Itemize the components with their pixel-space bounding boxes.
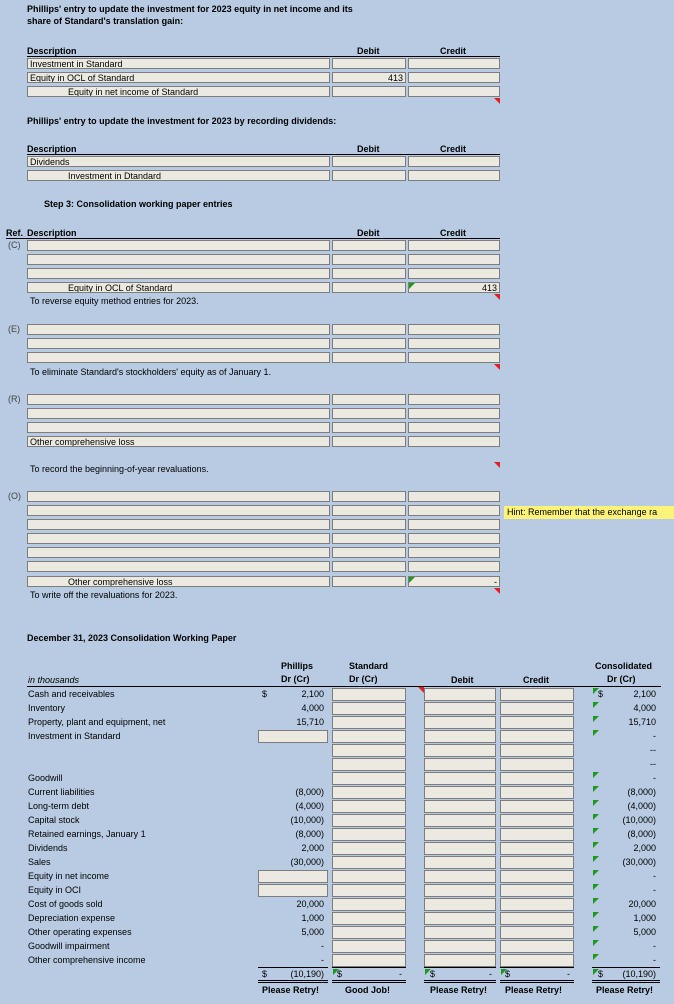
correct-marker-icon bbox=[409, 283, 415, 289]
wp-standard-input[interactable] bbox=[332, 800, 406, 813]
s3-head-credit: Credit bbox=[440, 228, 467, 238]
wp-credit-input[interactable] bbox=[500, 814, 574, 827]
e-cell-0-credit[interactable] bbox=[408, 324, 500, 335]
r-cell-2-credit[interactable] bbox=[408, 422, 500, 433]
s2-head-description: Description bbox=[27, 144, 77, 154]
o-cell-3-desc[interactable] bbox=[27, 533, 330, 544]
feedback-consol: Please Retry! bbox=[596, 985, 654, 995]
step3-title: Step 3: Consolidation working paper entries bbox=[44, 199, 233, 209]
wp-credit-input[interactable] bbox=[500, 870, 574, 883]
wp-standard-input[interactable] bbox=[332, 912, 406, 925]
wp-standard-input[interactable] bbox=[332, 828, 406, 841]
wp-debit-input[interactable] bbox=[424, 744, 496, 757]
wp-row-label: Goodwill bbox=[28, 773, 63, 783]
wp-consolidated-cell: -- bbox=[650, 759, 656, 769]
error-marker-icon bbox=[494, 98, 500, 104]
e-cell-2-desc[interactable] bbox=[27, 352, 330, 363]
o-cell-5-debit[interactable] bbox=[332, 561, 406, 572]
wp-credit-input[interactable] bbox=[500, 926, 574, 939]
r-cell-2-desc[interactable] bbox=[27, 422, 330, 433]
wp-debit-input[interactable] bbox=[424, 856, 496, 869]
wp-row-label: Goodwill impairment bbox=[28, 941, 110, 951]
o-cell-0-credit[interactable] bbox=[408, 491, 500, 502]
wp-debit-input[interactable] bbox=[424, 940, 496, 953]
wp-phillips-cell: 5,000 bbox=[301, 927, 324, 937]
wp-standard-input[interactable] bbox=[332, 954, 406, 967]
wp-phillips-cell[interactable] bbox=[258, 730, 328, 743]
wp-phillips-cell: (8,000) bbox=[295, 787, 324, 797]
c-cell-0-debit[interactable] bbox=[332, 240, 406, 251]
wp-row-label: Equity in net income bbox=[28, 871, 110, 881]
wp-total-consol: (10,190) bbox=[622, 969, 656, 979]
exchange-rate-hint: Hint: Remember that the exchange ra bbox=[504, 506, 674, 519]
wp-credit-input[interactable] bbox=[500, 954, 574, 967]
wp-row-label: Dividends bbox=[28, 843, 68, 853]
c-cell-2-credit[interactable] bbox=[408, 268, 500, 279]
wp-credit-input[interactable] bbox=[500, 800, 574, 813]
wp-consolidated-cell: - bbox=[653, 941, 656, 951]
feedback-standard: Good Job! bbox=[345, 985, 390, 995]
c-debit-line[interactable] bbox=[332, 282, 406, 293]
o-cell-3-credit[interactable] bbox=[408, 533, 500, 544]
wp-credit-input[interactable] bbox=[500, 856, 574, 869]
wp-consolidated-cell: (30,000) bbox=[622, 857, 656, 867]
ref-r: (R) bbox=[8, 394, 21, 404]
feedback-debit: Please Retry! bbox=[430, 985, 488, 995]
wp-standard-input[interactable] bbox=[332, 744, 406, 757]
correct-marker-icon bbox=[593, 730, 599, 736]
wp-row-label: Other comprehensive income bbox=[28, 955, 146, 965]
wp-standard-input[interactable] bbox=[332, 758, 406, 771]
e-cell-0-desc[interactable] bbox=[27, 324, 330, 335]
wp-consolidated-cell: - bbox=[653, 731, 656, 741]
wp-row-label: Capital stock bbox=[28, 815, 80, 825]
correct-marker-icon bbox=[409, 577, 415, 583]
wp-credit-input[interactable] bbox=[500, 702, 574, 715]
wp-col-phillips-1: Phillips bbox=[281, 661, 314, 671]
feedback-credit: Please Retry! bbox=[505, 985, 563, 995]
r-cell-2-debit[interactable] bbox=[332, 422, 406, 433]
wp-credit-input[interactable] bbox=[500, 842, 574, 855]
c-cell-1-debit[interactable] bbox=[332, 254, 406, 265]
wp-consolidated-cell: - bbox=[653, 955, 656, 965]
wp-credit-input[interactable] bbox=[500, 884, 574, 897]
wp-dollar-phillips: $ bbox=[262, 689, 268, 699]
s2-desc-0[interactable]: Dividends bbox=[27, 156, 330, 167]
wp-credit-input[interactable] bbox=[500, 786, 574, 799]
wp-consolidated-cell: - bbox=[653, 871, 656, 881]
wp-phillips-cell: (30,000) bbox=[290, 857, 324, 867]
s1-credit-1[interactable] bbox=[408, 72, 500, 83]
correct-marker-icon bbox=[593, 954, 599, 960]
wp-phillips-cell: 15,710 bbox=[296, 717, 324, 727]
wp-consolidated-cell: 1,000 bbox=[633, 913, 656, 923]
wp-debit-input[interactable] bbox=[424, 884, 496, 897]
wp-debit-input[interactable] bbox=[424, 730, 496, 743]
s1-desc-0[interactable]: Investment in Standard bbox=[27, 58, 330, 69]
wp-row-label: Property, plant and equipment, net bbox=[28, 717, 166, 727]
wp-consolidated-cell: 20,000 bbox=[628, 899, 656, 909]
wp-total-dollar-consol: $ bbox=[598, 969, 604, 979]
wp-credit-input[interactable] bbox=[500, 898, 574, 911]
correct-marker-icon bbox=[593, 842, 599, 848]
correct-marker-icon bbox=[593, 940, 599, 946]
wp-consolidated-cell: (8,000) bbox=[627, 787, 656, 797]
wp-debit-input[interactable] bbox=[424, 954, 496, 967]
o-cell-2-desc[interactable] bbox=[27, 519, 330, 530]
wp-total-dollar-credit: $ bbox=[505, 969, 511, 979]
correct-marker-icon bbox=[593, 912, 599, 918]
correct-marker-icon bbox=[593, 969, 599, 975]
correct-marker-icon bbox=[593, 828, 599, 834]
wp-row-label: Cash and receivables bbox=[28, 689, 115, 699]
wp-phillips-cell: 20,000 bbox=[296, 899, 324, 909]
section1-title-line2: share of Standard's translation gain: bbox=[27, 16, 184, 26]
correct-marker-icon bbox=[593, 870, 599, 876]
wp-consolidated-cell: - bbox=[653, 773, 656, 783]
o-cell-1-credit[interactable] bbox=[408, 505, 500, 516]
o-cell-5-credit[interactable] bbox=[408, 561, 500, 572]
wp-standard-input[interactable] bbox=[332, 730, 406, 743]
o-debit-line[interactable] bbox=[332, 576, 406, 587]
wp-phillips-cell: 2,000 bbox=[301, 843, 324, 853]
wp-col-standard-1: Standard bbox=[349, 661, 389, 671]
wp-consolidated-cell: - bbox=[653, 885, 656, 895]
wp-row-label: Inventory bbox=[28, 703, 66, 713]
wp-phillips-cell: - bbox=[321, 941, 324, 951]
wp-consolidated-cell: 4,000 bbox=[633, 703, 656, 713]
o-cell-5-desc[interactable] bbox=[27, 561, 330, 572]
r-cell-1-desc[interactable] bbox=[27, 408, 330, 419]
wp-debit-input[interactable] bbox=[424, 772, 496, 785]
wp-debit-input[interactable] bbox=[424, 702, 496, 715]
correct-marker-icon bbox=[333, 969, 339, 975]
ref-c: (C) bbox=[8, 240, 21, 250]
wp-col-credit: Credit bbox=[523, 675, 550, 685]
wp-debit-input[interactable] bbox=[424, 842, 496, 855]
wp-total-phillips: (10,190) bbox=[290, 969, 324, 979]
wp-row-label: Long-term debt bbox=[28, 801, 90, 811]
e-cell-2-debit[interactable] bbox=[332, 352, 406, 363]
correct-marker-icon bbox=[593, 800, 599, 806]
r-cell-0-credit[interactable] bbox=[408, 394, 500, 405]
s1-debit-2[interactable] bbox=[332, 86, 406, 97]
wp-phillips-cell: (8,000) bbox=[295, 829, 324, 839]
wp-debit-input[interactable] bbox=[424, 926, 496, 939]
e-cell-0-debit[interactable] bbox=[332, 324, 406, 335]
wp-consolidated-cell: 2,000 bbox=[633, 843, 656, 853]
wp-consolidated-cell: -- bbox=[650, 745, 656, 755]
wp-credit-input[interactable] bbox=[500, 828, 574, 841]
correct-marker-icon bbox=[593, 688, 599, 694]
s3-head-ref: Ref. bbox=[6, 228, 24, 238]
wp-standard-input[interactable] bbox=[332, 688, 406, 701]
r-cell-0-desc[interactable] bbox=[27, 394, 330, 405]
wp-total-dollar-phillips: $ bbox=[262, 969, 268, 979]
wp-debit-input[interactable] bbox=[424, 758, 496, 771]
wp-col-consol-1: Consolidated bbox=[595, 661, 653, 671]
e-cell-1-credit[interactable] bbox=[408, 338, 500, 349]
wp-debit-input[interactable] bbox=[424, 716, 496, 729]
s1-head-description: Description bbox=[27, 46, 77, 56]
wp-phillips-cell: 2,100 bbox=[301, 689, 324, 699]
wp-standard-input[interactable] bbox=[332, 772, 406, 785]
wp-total-dollar-standard: $ bbox=[337, 969, 343, 979]
wp-phillips-cell: (4,000) bbox=[295, 801, 324, 811]
s2-debit-0[interactable] bbox=[332, 156, 406, 167]
wp-credit-input[interactable] bbox=[500, 772, 574, 785]
wp-standard-input[interactable] bbox=[332, 786, 406, 799]
wp-debit-input[interactable] bbox=[424, 786, 496, 799]
wp-col-standard-2: Dr (Cr) bbox=[349, 674, 378, 684]
wp-standard-input[interactable] bbox=[332, 926, 406, 939]
correct-marker-icon bbox=[593, 814, 599, 820]
wp-credit-input[interactable] bbox=[500, 688, 574, 701]
s2-credit-1[interactable] bbox=[408, 170, 500, 181]
wp-total-standard: - bbox=[399, 969, 402, 979]
s1-head-credit: Credit bbox=[440, 46, 467, 56]
wp-phillips-cell[interactable] bbox=[258, 870, 328, 883]
wp-row-label: Other operating expenses bbox=[28, 927, 132, 937]
c-cell-1-desc[interactable] bbox=[27, 254, 330, 265]
wp-row-label: Cost of goods sold bbox=[28, 899, 103, 909]
wp-standard-input[interactable] bbox=[332, 898, 406, 911]
o-note: To write off the revaluations for 2023. bbox=[30, 590, 178, 600]
correct-marker-icon bbox=[593, 702, 599, 708]
error-marker-icon bbox=[494, 364, 500, 370]
o-cell-1-desc[interactable] bbox=[27, 505, 330, 516]
correct-marker-icon bbox=[593, 884, 599, 890]
wp-credit-input[interactable] bbox=[500, 730, 574, 743]
section1-title-line1: Phillips' entry to update the investment for 2023 equity in net income and its bbox=[27, 4, 353, 14]
wp-standard-input[interactable] bbox=[332, 870, 406, 883]
s1-debit-1[interactable]: 413 bbox=[332, 72, 406, 83]
r-debit-line[interactable] bbox=[332, 436, 406, 447]
wp-standard-input[interactable] bbox=[332, 940, 406, 953]
c-cell-0-credit[interactable] bbox=[408, 240, 500, 251]
o-desc-line[interactable]: Other comprehensive loss bbox=[27, 576, 330, 587]
wp-phillips-cell: (10,000) bbox=[290, 815, 324, 825]
correct-marker-icon bbox=[425, 969, 431, 975]
correct-marker-icon bbox=[501, 969, 507, 975]
wp-row-label: Equity in OCI bbox=[28, 885, 82, 895]
r-cell-0-debit[interactable] bbox=[332, 394, 406, 405]
correct-marker-icon bbox=[593, 898, 599, 904]
wp-dollar-consol: $ bbox=[598, 689, 604, 699]
feedback-phillips: Please Retry! bbox=[262, 985, 320, 995]
wp-consolidated-cell: (8,000) bbox=[627, 829, 656, 839]
wp-phillips-cell: - bbox=[321, 955, 324, 965]
correct-marker-icon bbox=[593, 786, 599, 792]
wp-consolidated-cell: (4,000) bbox=[627, 801, 656, 811]
wp-standard-input[interactable] bbox=[332, 814, 406, 827]
wp-consolidated-cell: 2,100 bbox=[633, 689, 656, 699]
s3-head-debit: Debit bbox=[357, 228, 380, 238]
wp-phillips-cell[interactable] bbox=[258, 884, 328, 897]
o-cell-1-debit[interactable] bbox=[332, 505, 406, 516]
o-cell-4-credit[interactable] bbox=[408, 547, 500, 558]
wp-row-label: Sales bbox=[28, 857, 51, 867]
wp-debit-input[interactable] bbox=[424, 688, 496, 701]
wp-debit-input[interactable] bbox=[424, 898, 496, 911]
wp-debit-input[interactable] bbox=[424, 800, 496, 813]
r-note: To record the beginning-of-year revaluations. bbox=[30, 464, 209, 474]
wp-col-phillips-2: Dr (Cr) bbox=[281, 674, 310, 684]
e-cell-1-desc[interactable] bbox=[27, 338, 330, 349]
working-paper-title: December 31, 2023 Consolidation Working Paper bbox=[27, 633, 237, 643]
e-note: To eliminate Standard's stockholders' equity as of January 1. bbox=[30, 367, 272, 377]
o-cell-0-debit[interactable] bbox=[332, 491, 406, 502]
o-cell-2-debit[interactable] bbox=[332, 519, 406, 530]
wp-debit-input[interactable] bbox=[424, 870, 496, 883]
wp-total-debit: - bbox=[489, 969, 492, 979]
c-cell-0-desc[interactable] bbox=[27, 240, 330, 251]
wp-credit-input[interactable] bbox=[500, 716, 574, 729]
wp-standard-input[interactable] bbox=[332, 884, 406, 897]
wp-debit-input[interactable] bbox=[424, 814, 496, 827]
wp-standard-input[interactable] bbox=[332, 702, 406, 715]
c-cell-2-debit[interactable] bbox=[332, 268, 406, 279]
section2-title: Phillips' entry to update the investment for 2023 by recording dividends: bbox=[27, 116, 337, 126]
ref-e: (E) bbox=[8, 324, 20, 334]
s1-credit-2[interactable] bbox=[408, 86, 500, 97]
error-marker-icon bbox=[494, 588, 500, 594]
s1-debit-0[interactable] bbox=[332, 58, 406, 69]
o-cell-4-debit[interactable] bbox=[332, 547, 406, 558]
wp-standard-input[interactable] bbox=[332, 856, 406, 869]
s1-head-debit: Debit bbox=[357, 46, 380, 56]
o-cell-4-desc[interactable] bbox=[27, 547, 330, 558]
wp-credit-input[interactable] bbox=[500, 758, 574, 771]
wp-col-label: in thousands bbox=[28, 675, 80, 685]
s1-credit-0[interactable] bbox=[408, 58, 500, 69]
s3-head-description: Description bbox=[27, 228, 77, 238]
wp-col-debit: Debit bbox=[451, 675, 474, 685]
c-desc-line[interactable]: Equity in OCL of Standard bbox=[27, 282, 330, 293]
correct-marker-icon bbox=[593, 772, 599, 778]
wp-consolidated-cell: (10,000) bbox=[622, 815, 656, 825]
s2-desc-1[interactable]: Investment in Dtandard bbox=[27, 170, 330, 181]
wp-phillips-cell: 4,000 bbox=[301, 703, 324, 713]
wp-credit-input[interactable] bbox=[500, 940, 574, 953]
wp-credit-input[interactable] bbox=[500, 744, 574, 757]
correct-marker-icon bbox=[593, 856, 599, 862]
wp-phillips-cell: 1,000 bbox=[301, 913, 324, 923]
wp-row-label: Retained earnings, January 1 bbox=[28, 829, 146, 839]
o-cell-3-debit[interactable] bbox=[332, 533, 406, 544]
r-cell-1-debit[interactable] bbox=[332, 408, 406, 419]
e-cell-1-debit[interactable] bbox=[332, 338, 406, 349]
wp-consolidated-cell: 15,710 bbox=[628, 717, 656, 727]
wp-row-label: Current liabilities bbox=[28, 787, 95, 797]
r-cell-1-credit[interactable] bbox=[408, 408, 500, 419]
wp-debit-input[interactable] bbox=[424, 828, 496, 841]
c-note: To reverse equity method entries for 2023. bbox=[30, 296, 199, 306]
wp-total-credit: - bbox=[567, 969, 570, 979]
ref-o: (O) bbox=[8, 491, 21, 501]
o-cell-2-credit[interactable] bbox=[408, 519, 500, 530]
wp-total-dollar-debit: $ bbox=[430, 969, 436, 979]
wp-row-label: Investment in Standard bbox=[28, 731, 121, 741]
o-credit-line[interactable]: - bbox=[408, 576, 500, 587]
o-cell-0-desc[interactable] bbox=[27, 491, 330, 502]
wp-consolidated-cell: 5,000 bbox=[633, 927, 656, 937]
correct-marker-icon bbox=[593, 716, 599, 722]
c-credit-line[interactable]: 413 bbox=[408, 282, 500, 293]
s2-credit-0[interactable] bbox=[408, 156, 500, 167]
s1-desc-2[interactable]: Equity in net income of Standard bbox=[27, 86, 330, 97]
s2-head-debit: Debit bbox=[357, 144, 380, 154]
wp-col-consol-2: Dr (Cr) bbox=[607, 674, 636, 684]
e-cell-2-credit[interactable] bbox=[408, 352, 500, 363]
wp-row-label: Depreciation expense bbox=[28, 913, 116, 923]
r-desc-line[interactable]: Other comprehensive loss bbox=[27, 436, 330, 447]
s2-debit-1[interactable] bbox=[332, 170, 406, 181]
wp-credit-input[interactable] bbox=[500, 912, 574, 925]
correct-marker-icon bbox=[593, 926, 599, 932]
c-cell-2-desc[interactable] bbox=[27, 268, 330, 279]
c-cell-1-credit[interactable] bbox=[408, 254, 500, 265]
r-credit-line[interactable] bbox=[408, 436, 500, 447]
error-marker-icon bbox=[494, 462, 500, 468]
error-marker-icon bbox=[494, 294, 500, 300]
wp-debit-input[interactable] bbox=[424, 912, 496, 925]
s2-head-credit: Credit bbox=[440, 144, 467, 154]
s1-desc-1[interactable]: Equity in OCL of Standard bbox=[27, 72, 330, 83]
wp-standard-input[interactable] bbox=[332, 842, 406, 855]
wp-standard-input[interactable] bbox=[332, 716, 406, 729]
